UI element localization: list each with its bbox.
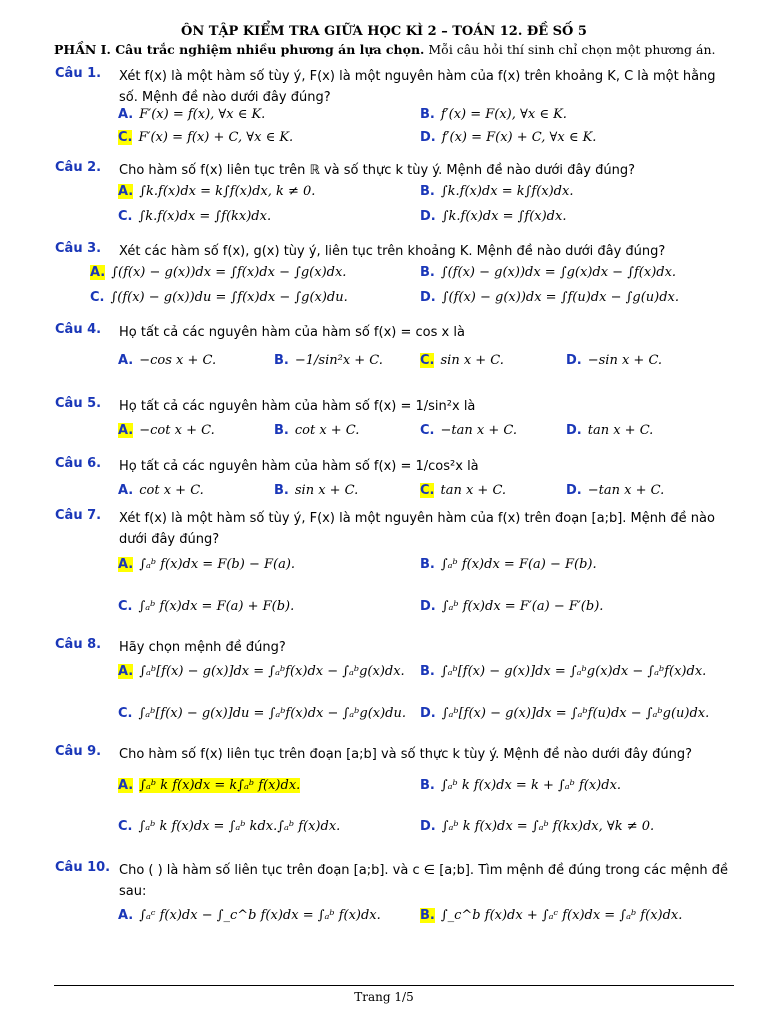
option-letter: B. bbox=[420, 664, 435, 679]
question-text: Xét f(x) là một hàm số tùy ý, F(x) là một nguyên hàm của f(x) trên khoảng K, C là một hằng số. Mệnh đề nào dưới đây đúng? bbox=[119, 69, 716, 105]
option-expr: ∫ₐᵇ f(x)dx = F(b) − F(a). bbox=[139, 557, 296, 572]
option-letter: C. bbox=[118, 706, 133, 721]
option-expr: ∫ₐᵇ[f(x) − g(x)]du = ∫ₐᵇf(x)dx − ∫ₐᵇg(x)du. bbox=[138, 706, 406, 721]
option-letter: B. bbox=[274, 483, 289, 498]
option-expr: ∫k.f(x)dx = k∫f(x)dx. bbox=[440, 184, 574, 199]
option-letter: A. bbox=[118, 423, 134, 438]
option-expr: ∫ₐᵇ f(x)dx = F(a) − F(b). bbox=[440, 557, 597, 572]
question-text: Xét các hàm số f(x), g(x) tùy ý, liên tục trên khoảng K. Mệnh đề nào dưới đây đúng? bbox=[119, 244, 666, 259]
option-expr: ∫ₐᶜ f(x)dx − ∫_c^b f(x)dx = ∫ₐᵇ f(x)dx. bbox=[139, 908, 381, 923]
option-expr: ∫ₐᵇ[f(x) − g(x)]dx = ∫ₐᵇf(u)dx − ∫ₐᵇg(u)dx. bbox=[441, 706, 710, 721]
option-2a[interactable] bbox=[118, 184, 315, 199]
option-7d[interactable] bbox=[420, 599, 603, 614]
question-text: Hãy chọn mệnh đề đúng? bbox=[119, 640, 286, 655]
option-expr: F′(x) = f(x) + C, ∀x ∈ K. bbox=[138, 130, 294, 145]
option-3c[interactable] bbox=[90, 290, 348, 305]
option-letter: B. bbox=[420, 908, 435, 923]
question-text: Cho ( ) là hàm số liên tục trên đoạn [a;b]. và c ∈ [a;b]. Tìm mệnh đề đúng trong các mệnh đề sau: bbox=[119, 863, 728, 899]
option-letter: D. bbox=[420, 599, 436, 614]
option-5d[interactable] bbox=[566, 423, 653, 438]
option-letter: D. bbox=[566, 483, 582, 498]
option-letter: B. bbox=[274, 423, 289, 438]
option-1b[interactable] bbox=[420, 107, 567, 122]
option-letter: D. bbox=[420, 706, 436, 721]
option-expr: ∫(f(x) − g(x))dx = ∫f(x)dx − ∫g(x)dx. bbox=[111, 265, 347, 280]
option-expr: −tan x + C. bbox=[440, 423, 517, 438]
question-label: Câu 1. bbox=[55, 66, 102, 81]
option-letter: A. bbox=[118, 353, 134, 368]
option-10b[interactable] bbox=[420, 908, 682, 923]
option-expr: sin x + C. bbox=[294, 483, 359, 498]
option-expr: ∫ₐᵇ k f(x)dx = ∫ₐᵇ f(kx)dx, ∀k ≠ 0. bbox=[441, 819, 655, 834]
option-9d[interactable] bbox=[420, 819, 654, 834]
option-letter: A. bbox=[118, 557, 134, 572]
option-expr: ∫ₐᵇ k f(x)dx = k∫ₐᵇ f(x)dx. bbox=[139, 778, 301, 793]
question-label: Câu 9. bbox=[55, 744, 102, 759]
option-9a[interactable] bbox=[118, 778, 300, 793]
question-text: Cho hàm số f(x) liên tục trên đoạn [a;b] và số thực k tùy ý. Mệnh đề nào dưới đây đúng? bbox=[119, 747, 693, 762]
option-letter: B. bbox=[420, 107, 435, 122]
option-5b[interactable] bbox=[274, 423, 359, 438]
option-letter: C. bbox=[90, 290, 105, 305]
option-3b[interactable] bbox=[420, 265, 676, 280]
option-expr: ∫k.f(x)dx = ∫f(x)dx. bbox=[441, 209, 567, 224]
option-4a[interactable] bbox=[118, 353, 216, 368]
option-expr: cot x + C. bbox=[294, 423, 360, 438]
option-expr: ∫(f(x) − g(x))dx = ∫f(u)dx − ∫g(u)dx. bbox=[441, 290, 680, 305]
option-8b[interactable] bbox=[420, 664, 706, 679]
option-letter: D. bbox=[420, 290, 436, 305]
section-heading bbox=[54, 42, 744, 57]
option-letter: A. bbox=[90, 265, 106, 280]
option-expr: −sin x + C. bbox=[587, 353, 663, 368]
option-3d[interactable] bbox=[420, 290, 679, 305]
option-letter: D. bbox=[566, 353, 582, 368]
option-4c[interactable] bbox=[420, 353, 504, 368]
option-8c[interactable] bbox=[118, 706, 406, 721]
option-6b[interactable] bbox=[274, 483, 358, 498]
option-6a[interactable] bbox=[118, 483, 204, 498]
option-expr: ∫ₐᵇ[f(x) − g(x)]dx = ∫ₐᵇg(x)dx − ∫ₐᵇf(x)dx. bbox=[440, 664, 707, 679]
option-2c[interactable] bbox=[118, 209, 271, 224]
option-4b[interactable] bbox=[274, 353, 383, 368]
option-1a[interactable] bbox=[118, 107, 265, 122]
section-heading-rest: Mỗi câu hỏi thí sinh chỉ chọn một phương án. bbox=[424, 42, 716, 57]
option-letter: A. bbox=[118, 483, 134, 498]
question-label: Câu 2. bbox=[55, 160, 102, 175]
option-expr: −cos x + C. bbox=[139, 353, 217, 368]
option-expr: f′(x) = F(x) + C, ∀x ∈ K. bbox=[441, 130, 597, 145]
option-letter: C. bbox=[420, 483, 435, 498]
option-expr: tan x + C. bbox=[587, 423, 654, 438]
option-letter: B. bbox=[420, 184, 435, 199]
option-expr: −1/sin²x + C. bbox=[294, 353, 383, 368]
option-letter: C. bbox=[118, 599, 133, 614]
option-4d[interactable] bbox=[566, 353, 662, 368]
option-letter: A. bbox=[118, 107, 134, 122]
option-expr: ∫_c^b f(x)dx + ∫ₐᶜ f(x)dx = ∫ₐᵇ f(x)dx. bbox=[440, 908, 683, 923]
option-expr: f′(x) = F(x), ∀x ∈ K. bbox=[440, 107, 567, 122]
option-expr: ∫(f(x) − g(x))du = ∫f(x)dx − ∫g(x)du. bbox=[110, 290, 348, 305]
question-label: Câu 7. bbox=[55, 508, 102, 523]
page-title: ÔN TẬP KIỂM TRA GIỮA HỌC KÌ 2 – TOÁN 12. ĐỀ SỐ 5 bbox=[181, 24, 587, 39]
option-letter: A. bbox=[118, 908, 134, 923]
question-label: Câu 3. bbox=[55, 241, 102, 256]
section-heading-bold: PHẦN I. Câu trắc nghiệm nhiều phương án lựa chọn. bbox=[54, 42, 425, 57]
question-label: Câu 6. bbox=[55, 456, 102, 471]
option-7c[interactable] bbox=[118, 599, 294, 614]
option-expr: ∫ₐᵇ f(x)dx = F(a) + F(b). bbox=[138, 599, 295, 614]
page-number: Trang 1/5 bbox=[354, 990, 414, 1004]
option-1d[interactable] bbox=[420, 130, 596, 145]
option-expr: −cot x + C. bbox=[139, 423, 215, 438]
option-expr: ∫ₐᵇ[f(x) − g(x)]dx = ∫ₐᵇf(x)dx − ∫ₐᵇg(x)dx. bbox=[139, 664, 405, 679]
option-expr: cot x + C. bbox=[139, 483, 204, 498]
question-label: Câu 5. bbox=[55, 396, 102, 411]
question-text: Xét f(x) là một hàm số tùy ý, F(x) là một nguyên hàm của f(x) trên đoạn [a;b]. Mệnh đề nào dưới đây đúng? bbox=[119, 511, 715, 547]
option-expr: −tan x + C. bbox=[587, 483, 665, 498]
question-text: Họ tất cả các nguyên hàm của hàm số f(x) = 1/cos²x là bbox=[119, 459, 479, 474]
option-5c[interactable] bbox=[420, 423, 517, 438]
option-expr: F′(x) = f(x), ∀x ∈ K. bbox=[139, 107, 266, 122]
option-letter: A. bbox=[118, 778, 134, 793]
question-label: Câu 8. bbox=[55, 637, 102, 652]
option-letter: A. bbox=[118, 184, 134, 199]
option-expr: ∫k.f(x)dx = ∫f(kx)dx. bbox=[138, 209, 272, 224]
option-expr: sin x + C. bbox=[440, 353, 504, 368]
option-letter: B. bbox=[420, 778, 435, 793]
option-5a[interactable] bbox=[118, 423, 215, 438]
option-expr: ∫ₐᵇ k f(x)dx = ∫ₐᵇ kdx.∫ₐᵇ f(x)dx. bbox=[138, 819, 341, 834]
option-expr: ∫(f(x) − g(x))dx = ∫g(x)dx − ∫f(x)dx. bbox=[440, 265, 677, 280]
option-expr: ∫k.f(x)dx = k∫f(x)dx, k ≠ 0. bbox=[139, 184, 316, 199]
option-7a[interactable] bbox=[118, 557, 295, 572]
option-letter: B. bbox=[420, 557, 435, 572]
option-2b[interactable] bbox=[420, 184, 573, 199]
question-text: Họ tất cả các nguyên hàm của hàm số f(x) = 1/sin²x là bbox=[119, 399, 476, 414]
option-letter: B. bbox=[274, 353, 289, 368]
option-2d[interactable] bbox=[420, 209, 566, 224]
option-letter: D. bbox=[420, 819, 436, 834]
question-text: Họ tất cả các nguyên hàm của hàm số f(x) = cos x là bbox=[119, 325, 465, 340]
option-letter: A. bbox=[118, 664, 134, 679]
option-6d[interactable] bbox=[566, 483, 664, 498]
question-label: Câu 4. bbox=[55, 322, 102, 337]
option-8d[interactable] bbox=[420, 706, 709, 721]
question-label: Câu 10. bbox=[55, 860, 111, 875]
option-3a[interactable] bbox=[90, 265, 346, 280]
option-10a[interactable] bbox=[118, 908, 381, 923]
option-letter: C. bbox=[420, 353, 435, 368]
option-1c[interactable] bbox=[118, 130, 293, 145]
option-letter: C. bbox=[420, 423, 435, 438]
footer-divider bbox=[54, 985, 734, 986]
option-expr: ∫ₐᵇ f(x)dx = F′(a) − F′(b). bbox=[441, 599, 604, 614]
option-expr: tan x + C. bbox=[440, 483, 507, 498]
option-letter: B. bbox=[420, 265, 435, 280]
option-8a[interactable] bbox=[118, 664, 405, 679]
option-expr: ∫ₐᵇ k f(x)dx = k + ∫ₐᵇ f(x)dx. bbox=[440, 778, 622, 793]
option-7b[interactable] bbox=[420, 557, 597, 572]
option-9b[interactable] bbox=[420, 778, 621, 793]
option-letter: D. bbox=[420, 130, 436, 145]
option-6c[interactable] bbox=[420, 483, 506, 498]
option-letter: D. bbox=[420, 209, 436, 224]
option-letter: C. bbox=[118, 209, 133, 224]
question-text: Cho hàm số f(x) liên tục trên ℝ và số thực k tùy ý. Mệnh đề nào dưới đây đúng? bbox=[119, 163, 636, 178]
option-letter: C. bbox=[118, 130, 133, 145]
option-9c[interactable] bbox=[118, 819, 340, 834]
option-letter: D. bbox=[566, 423, 582, 438]
option-letter: C. bbox=[118, 819, 133, 834]
